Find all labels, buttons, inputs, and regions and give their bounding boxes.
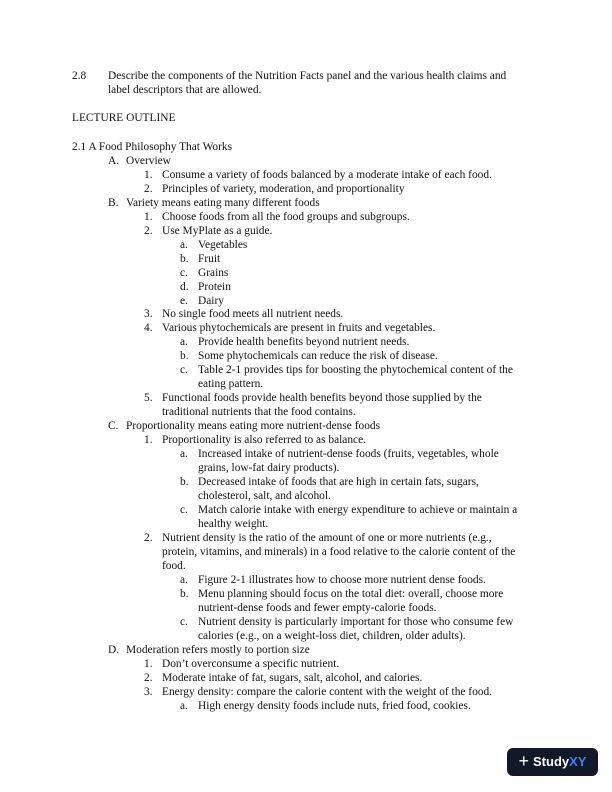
subitem-letter: a. [180,239,188,251]
subitem-text-line2: eating pattern. [198,378,264,390]
brand-name [533,755,586,769]
brand-main: Study [533,754,570,770]
item-text: Consume a variety of foods balanced by a moderate intake of each food. [162,169,492,181]
item-number: 3. [144,308,153,320]
item-text-line1: Functional foods provide health benefits beyond those supplied by the [162,392,482,404]
subitem-text-line2: calories (e.g., on a weight-loss diet, children, older adults). [198,630,466,642]
subitem-letter: b. [180,588,189,600]
item-number: 2. [144,225,153,237]
subitem-letter: a. [180,448,188,460]
subitem-text-line1: Match calorie intake with energy expenditure to achieve or maintain a [198,504,518,516]
subitem-text-line2: cholesterol, salt, and alcohol. [198,490,331,502]
section-b-title: Variety means eating many different foods [126,197,320,209]
studyxy-watermark [507,748,598,776]
subitem-text: Provide health benefits beyond nutrient needs. [198,336,410,348]
item-text: Moderate intake of fat, sugars, salt, alcohol, and calories. [162,672,423,684]
item-text: Don’t overconsume a specific nutrient. [162,658,340,670]
objective-text-line2: label descriptors that are allowed. [108,84,262,96]
plus-icon: + [518,751,530,771]
subitem-letter: d. [180,281,189,293]
section-a-label: A. [108,155,120,167]
item-number: 1. [144,169,153,181]
item-number: 1. [144,434,153,446]
subitem-text: Grains [198,267,229,279]
subitem-text: Fruit [198,253,221,265]
subitem-letter: e. [180,295,188,307]
section-c-title: Proportionality means eating more nutrient-dense foods [126,420,381,432]
section-b-label: B. [108,197,119,209]
item-number: 1. [144,658,153,670]
subitem-text: Vegetables [198,239,248,251]
item-text: Choose foods from all the food groups and subgroups. [162,211,410,223]
item-text-line2: protein, vitamins, and minerals) in a food relative to the calorie content of the [162,546,516,558]
item-text: Use MyPlate as a guide. [162,225,273,237]
item-number: 2. [144,672,153,684]
subitem-letter: a. [180,574,188,586]
item-number: 2. [144,183,153,195]
subitem-letter: c. [180,504,188,516]
item-text: No single food meets all nutrient needs. [162,308,344,320]
subitem-text: High energy density foods include nuts, fried food, cookies. [198,700,471,712]
objective-number: 2.8 [72,70,87,82]
subitem-letter: a. [180,336,188,348]
item-text: Various phytochemicals are present in fruits and vegetables. [162,322,436,334]
item-number: 3. [144,686,153,698]
subitem-text-line1: Decreased intake of foods that are high in certain fats, sugars, [198,476,479,488]
item-text: Principles of variety, moderation, and proportionality [162,183,405,195]
section-title: 2.1 A Food Philosophy That Works [72,141,233,153]
subitem-text-line1: Menu planning should focus on the total diet: overall, choose more [198,588,504,600]
item-number: 4. [144,322,153,334]
outline-heading: LECTURE OUTLINE [72,112,176,124]
subitem-text-line2: healthy weight. [198,518,269,530]
item-text: Energy density: compare the calorie content with the weight of the food. [162,686,493,698]
item-number: 1. [144,211,153,223]
subitem-letter: c. [180,364,188,376]
subitem-letter: b. [180,476,189,488]
section-c-label: C. [108,420,119,432]
subitem-letter: a. [180,700,188,712]
item-text-line1: Nutrient density is the ratio of the amount of one or more nutrients (e.g., [162,532,492,544]
subitem-letter: b. [180,253,189,265]
item-text: Proportionality is also referred to as balance. [162,434,367,446]
subitem-text-line1: Increased intake of nutrient-dense foods (fruits, vegetables, whole [198,448,499,460]
subitem-text-line2: grains, low-fat dairy products). [198,462,340,474]
subitem-letter: c. [180,616,188,628]
subitem-text: Figure 2-1 illustrates how to choose more nutrient dense foods. [198,574,486,586]
section-d-label: D. [108,644,120,656]
subitem-text: Dairy [198,295,224,307]
item-number: 2. [144,532,153,544]
subitem-text: Some phytochemicals can reduce the risk of disease. [198,350,438,362]
item-text-line3: food. [162,560,186,572]
brand-accent: XY [569,754,587,770]
subitem-text-line1: Table 2-1 provides tips for boosting the phytochemical content of the [198,364,513,376]
section-d-title: Moderation refers mostly to portion size [126,644,310,656]
subitem-letter: b. [180,350,189,362]
subitem-text-line1: Nutrient density is particularly important for those who consume few [198,616,514,628]
section-a-title: Overview [126,155,171,167]
objective-text-line1: Describe the components of the Nutrition Facts panel and the various health claims and [108,70,507,82]
subitem-text-line2: nutrient-dense foods and fewer empty-calorie foods. [198,602,437,614]
item-text-line2: traditional nutrients that the food contains. [162,406,356,418]
subitem-letter: c. [180,267,188,279]
item-number: 5. [144,392,153,404]
subitem-text: Protein [198,281,231,293]
